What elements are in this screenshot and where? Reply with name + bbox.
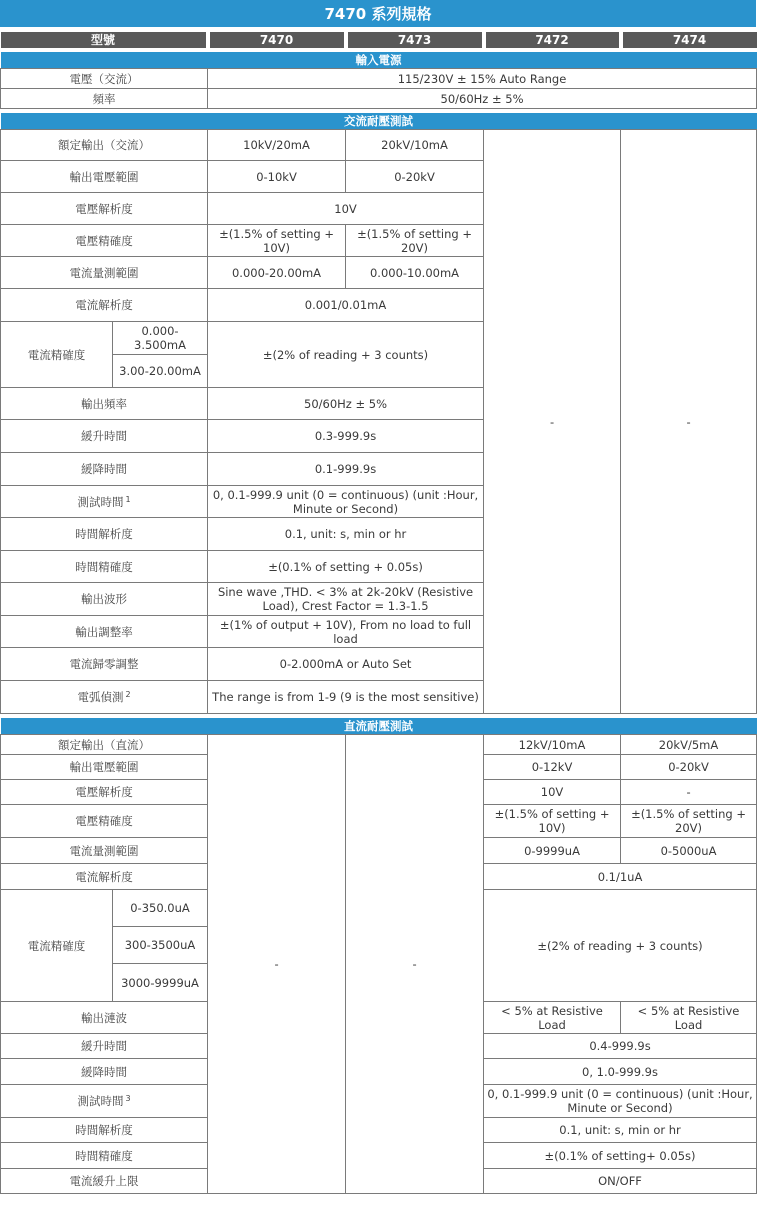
cell-value: < 5% at Resistive Load <box>484 1002 621 1034</box>
row-label: 緩降時間 <box>1 1059 208 1085</box>
cell-value: 10kV/20mA <box>208 130 346 161</box>
cell-value: 0, 0.1-999.9 unit (0 = continuous) (unit :Hour, Minute or Second) <box>208 486 484 518</box>
header-row <box>1 32 757 48</box>
cell-na: - <box>621 130 757 714</box>
cell-value: ±(0.1% of setting + 0.05s) <box>208 551 484 583</box>
cell-value: ±(1.5% of setting + 20V) <box>621 805 757 838</box>
row-label: 緩升時間 <box>1 420 208 453</box>
footnote-mark: 1 <box>125 494 131 504</box>
table-row <box>1 89 757 109</box>
cell-value: 20kV/5mA <box>621 735 757 755</box>
cell-na: - <box>208 735 346 1194</box>
cell-value: 0-2.000mA or Auto Set <box>208 648 484 681</box>
cell-value: 0.1-999.9s <box>208 453 484 486</box>
cell-value: ±(2% of reading + 3 counts) <box>208 322 484 388</box>
row-label: 電流量測範圍 <box>1 838 208 864</box>
cell-value: 0, 1.0-999.9s <box>484 1059 757 1085</box>
sub-range: 0.000-3.500mA <box>113 322 208 355</box>
header-7473: 7473 <box>346 32 484 48</box>
cell-value: 0.1/1uA <box>484 864 757 890</box>
cell-value: - <box>621 780 757 805</box>
cell-value: ±(1% of output + 10V), From no load to full load <box>208 616 484 648</box>
cell-value: 0-12kV <box>484 755 621 780</box>
row-label: 電流精確度 <box>1 890 113 1002</box>
row-label: 輸出電壓範圍 <box>1 161 208 193</box>
cell-value: 0.4-999.9s <box>484 1034 757 1059</box>
row-label: 輸出波形 <box>1 583 208 616</box>
cell-value: 20kV/10mA <box>346 130 484 161</box>
cell-value: 0.1, unit: s, min or hr <box>208 518 484 551</box>
row-label: 電弧偵測 $^2$ <box>1 681 208 714</box>
cell-value: ±(1.5% of setting + 10V) <box>484 805 621 838</box>
row-label: 緩降時間 <box>1 453 208 486</box>
footnote-mark: 2 <box>125 690 131 699</box>
sub-range: 3.00-20.00mA <box>113 355 208 388</box>
cell-value: 0.000-10.00mA <box>346 257 484 289</box>
row-label: 時間精確度 <box>1 551 208 583</box>
header-7472: 7472 <box>484 32 621 48</box>
row-label: 輸出漣波 <box>1 1002 208 1034</box>
cell-value: 0.3-999.9s <box>208 420 484 453</box>
cell-na: - <box>346 735 484 1194</box>
row-label: 輸出調整率 <box>1 616 208 648</box>
cell-value: ±(2% of reading + 3 counts) <box>484 890 757 1002</box>
cell-na: - <box>484 130 621 714</box>
row-label: 頻率 <box>1 89 208 109</box>
row-label: 測試時間 $^3$ <box>1 1085 208 1118</box>
cell-value: 12kV/10mA <box>484 735 621 755</box>
row-label: 時間解析度 <box>1 518 208 551</box>
row-label: 時間精確度 <box>1 1143 208 1169</box>
cell-value: 0.1, unit: s, min or hr <box>484 1118 757 1143</box>
page-title: 7470 系列規格 <box>0 0 756 27</box>
row-label: 電壓（交流） <box>1 69 208 89</box>
row-label: 電流歸零調整 <box>1 648 208 681</box>
row-label: 電流解析度 <box>1 864 208 890</box>
row-label: 額定輸出（直流） <box>1 735 208 755</box>
table-row <box>1 130 757 161</box>
section-dc-withstand: 直流耐壓測試 <box>1 718 757 735</box>
cell-value: 0-20kV <box>346 161 484 193</box>
cell-value: The range is from 1-9 (9 is the most sensitive) <box>208 681 484 714</box>
row-label: 額定輸出（交流） <box>1 130 208 161</box>
header-model: 型號 <box>1 32 208 48</box>
spec-table <box>0 32 757 1194</box>
cell-value: ON/OFF <box>484 1169 757 1194</box>
sub-range: 300-3500uA <box>113 927 208 964</box>
row-label: 輸出頻率 <box>1 388 208 420</box>
footnote-mark: 3 <box>125 1094 131 1103</box>
row-label: 電流緩升上限 <box>1 1169 208 1194</box>
cell-value: 0-10kV <box>208 161 346 193</box>
cell-value: Sine wave ,THD. < 3% at 2k-20kV (Resistive Load), Crest Factor = 1.3-1.5 <box>208 583 484 616</box>
row-label: 電壓解析度 <box>1 193 208 225</box>
section-ac-withstand: 交流耐壓測試 <box>1 113 757 130</box>
cell-value: 0-5000uA <box>621 838 757 864</box>
header-7474: 7474 <box>621 32 757 48</box>
row-label: 電壓精確度 <box>1 225 208 257</box>
row-label: 電壓精確度 <box>1 805 208 838</box>
cell-value: 0.000-20.00mA <box>208 257 346 289</box>
table-row <box>1 69 757 89</box>
cell-value: 0-20kV <box>621 755 757 780</box>
cell-value: ±(1.5% of setting + 10V) <box>208 225 346 257</box>
cell-value: 0, 0.1-999.9 unit (0 = continuous) (unit :Hour, Minute or Second) <box>484 1085 757 1118</box>
row-label: 電流量測範圍 <box>1 257 208 289</box>
cell-value: 115/230V ± 15% Auto Range <box>208 69 757 89</box>
cell-value: 50/60Hz ± 5% <box>208 89 757 109</box>
cell-value: 0.001/0.01mA <box>208 289 484 322</box>
cell-value: < 5% at Resistive Load <box>621 1002 757 1034</box>
row-label: 時間解析度 <box>1 1118 208 1143</box>
cell-value: 50/60Hz ± 5% <box>208 388 484 420</box>
section-input-power: 輸入電源 <box>1 52 757 69</box>
row-label: 電壓解析度 <box>1 780 208 805</box>
cell-value: ±(0.1% of setting+ 0.05s) <box>484 1143 757 1169</box>
row-label: 緩升時間 <box>1 1034 208 1059</box>
cell-value: 10V <box>208 193 484 225</box>
table-row <box>1 735 757 755</box>
sub-range: 3000-9999uA <box>113 964 208 1002</box>
row-label: 電流解析度 <box>1 289 208 322</box>
cell-value: 10V <box>484 780 621 805</box>
cell-value: ±(1.5% of setting + 20V) <box>346 225 484 257</box>
row-label: 測試時間 $^1$ <box>1 486 208 518</box>
sub-range: 0-350.0uA <box>113 890 208 927</box>
row-label: 輸出電壓範圍 <box>1 755 208 780</box>
cell-value: 0-9999uA <box>484 838 621 864</box>
row-label: 電流精確度 <box>1 322 113 388</box>
header-7470: 7470 <box>208 32 346 48</box>
